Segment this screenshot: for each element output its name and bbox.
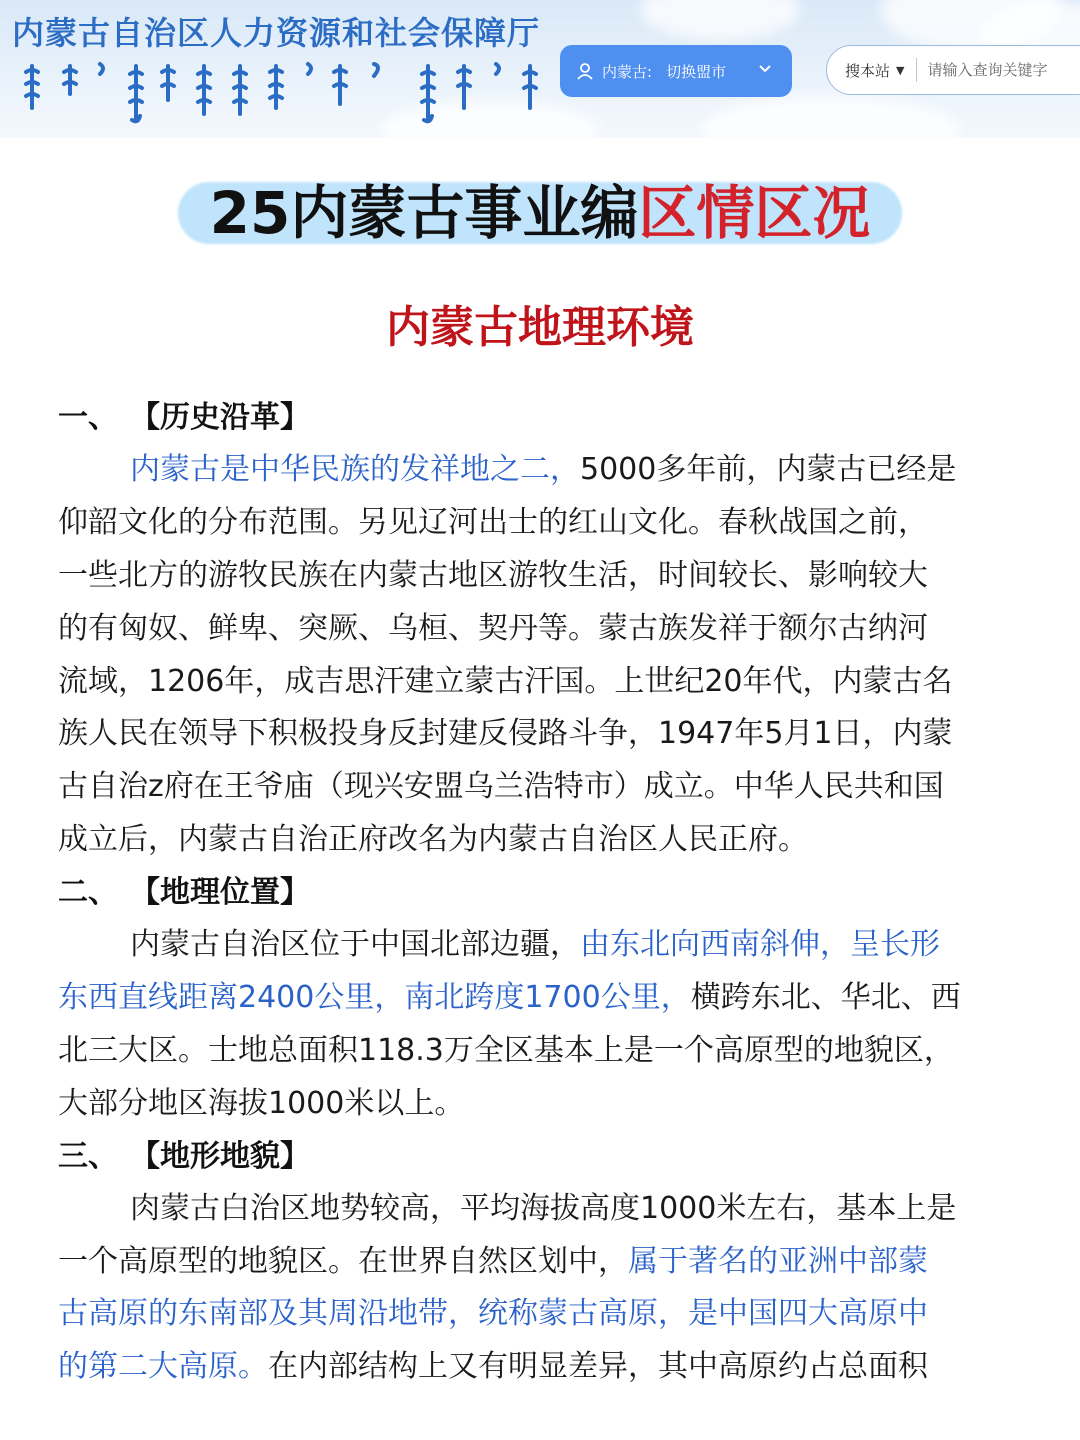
city-switch-button[interactable] bbox=[560, 45, 792, 97]
highlighted-text: 东西直线距离2400公里，南北跨度1700公里， bbox=[58, 980, 691, 1016]
paragraph-line bbox=[58, 919, 1024, 972]
site-title[interactable]: 内蒙古自治区人力资源和社会保障厅 bbox=[12, 14, 541, 52]
paragraph-text: 5000多年前，内蒙古已经是 bbox=[580, 452, 957, 487]
section-heading-text: 【地形地貌】 bbox=[130, 1138, 310, 1174]
section-heading-text: 【历史沿革】 bbox=[130, 400, 310, 435]
highlighted-text: 内蒙古是中华民族的发祥地之二， bbox=[130, 452, 580, 487]
highlighted-text: 属于著名的亚洲中部蒙 bbox=[628, 1243, 928, 1279]
section-number: 一、 bbox=[58, 400, 118, 435]
article-title-main: 25内蒙古事业编 bbox=[209, 179, 639, 247]
paragraph-line bbox=[58, 1341, 1024, 1394]
article-title-highlight: 区情区况 bbox=[638, 179, 871, 247]
paragraph-text: 内蒙古自治区位于中国北部边疆， bbox=[130, 927, 580, 963]
paragraph-line: 大部分地区海拔1000米以上。 bbox=[58, 1085, 465, 1121]
current-region-label: 内蒙古: bbox=[602, 62, 653, 81]
paragraph-line: 仰韶文化的分布范围。另见辽河出士的红山文化。春秋战国之前， bbox=[58, 504, 928, 540]
user-location-icon bbox=[576, 62, 594, 80]
chevron-down-icon bbox=[758, 62, 772, 76]
paragraph-line: 北三大区。士地总面积118.3万全区基本上是一个高原型的地貌区， bbox=[58, 1032, 954, 1068]
paragraph-line: 流域，1206年，成吉思汗建立蒙古汗国。上世纪20年代，内蒙古名 bbox=[58, 663, 953, 699]
article-title bbox=[0, 168, 1080, 258]
paragraph-line: 肉蒙古白治区地势较高，平均海拔高度1000米左右，基本上是 bbox=[130, 1190, 957, 1226]
paragraph-line bbox=[58, 972, 1024, 1025]
highlighted-text: 由东北向西南斜伸，呈长形 bbox=[580, 927, 940, 963]
section-heading-text: 【地理位置】 bbox=[130, 875, 310, 911]
paragraph-line: 族人民在领导下积极投身反封建反侵路斗争，1947年5月1日，内蒙 bbox=[58, 716, 953, 752]
site-header bbox=[0, 0, 1080, 138]
paragraph-text: 横跨东北、华北、西 bbox=[690, 980, 961, 1016]
paragraph-text: 在内部结构上又有明显差异，其中高原约占总面积 bbox=[268, 1349, 928, 1385]
paragraph-line bbox=[58, 444, 1024, 497]
section-heading-terrain bbox=[58, 1131, 1024, 1183]
search-scope-select[interactable]: 搜本站 bbox=[845, 61, 891, 80]
paragraph-line: 的有匈奴、鲜卑、突厥、乌桓、契丹等。蒙古族发祥于额尔古纳河 bbox=[58, 610, 928, 646]
article-title-block bbox=[0, 168, 1080, 258]
highlighted-text: 的第二大高原。 bbox=[58, 1349, 268, 1385]
section-number: 三、 bbox=[58, 1138, 118, 1174]
paragraph-text: 一个高原型的地貌区。在世界自然区划中， bbox=[58, 1243, 628, 1279]
section-heading-location bbox=[58, 867, 1024, 919]
mongolian-script-logo bbox=[18, 58, 538, 132]
paragraph-line: 古自治z府在王爷庙（现兴安盟乌兰浩特市）成立。中华人民共和国 bbox=[58, 769, 944, 805]
section-heading-history bbox=[58, 392, 1024, 444]
paragraph-line: 古高原的东南部及其周沿地带，统称蒙古高原，是中国四大高原中 bbox=[58, 1296, 928, 1332]
paragraph-line bbox=[58, 1236, 1024, 1289]
section-paragraph-terrain bbox=[58, 1183, 1024, 1395]
section-number: 二、 bbox=[58, 875, 118, 911]
search-input[interactable] bbox=[927, 61, 1067, 79]
site-search-box bbox=[826, 45, 1080, 95]
section-paragraph-location bbox=[58, 919, 1024, 1131]
switch-city-label: 切换盟市 bbox=[666, 62, 727, 81]
article-body bbox=[58, 392, 1024, 1394]
section-paragraph-history bbox=[58, 444, 1024, 867]
article-subtitle: 内蒙古地理环境 bbox=[386, 302, 694, 353]
search-divider bbox=[916, 58, 917, 82]
caret-down-icon[interactable]: ▼ bbox=[896, 63, 905, 77]
paragraph-line: 一些北方的游牧民族在内蒙古地区游牧生活，时间较长、影响较大 bbox=[58, 557, 928, 593]
paragraph-line: 成立后，内蒙古自治正府改名为内蒙古自治区人民正府。 bbox=[58, 822, 808, 858]
